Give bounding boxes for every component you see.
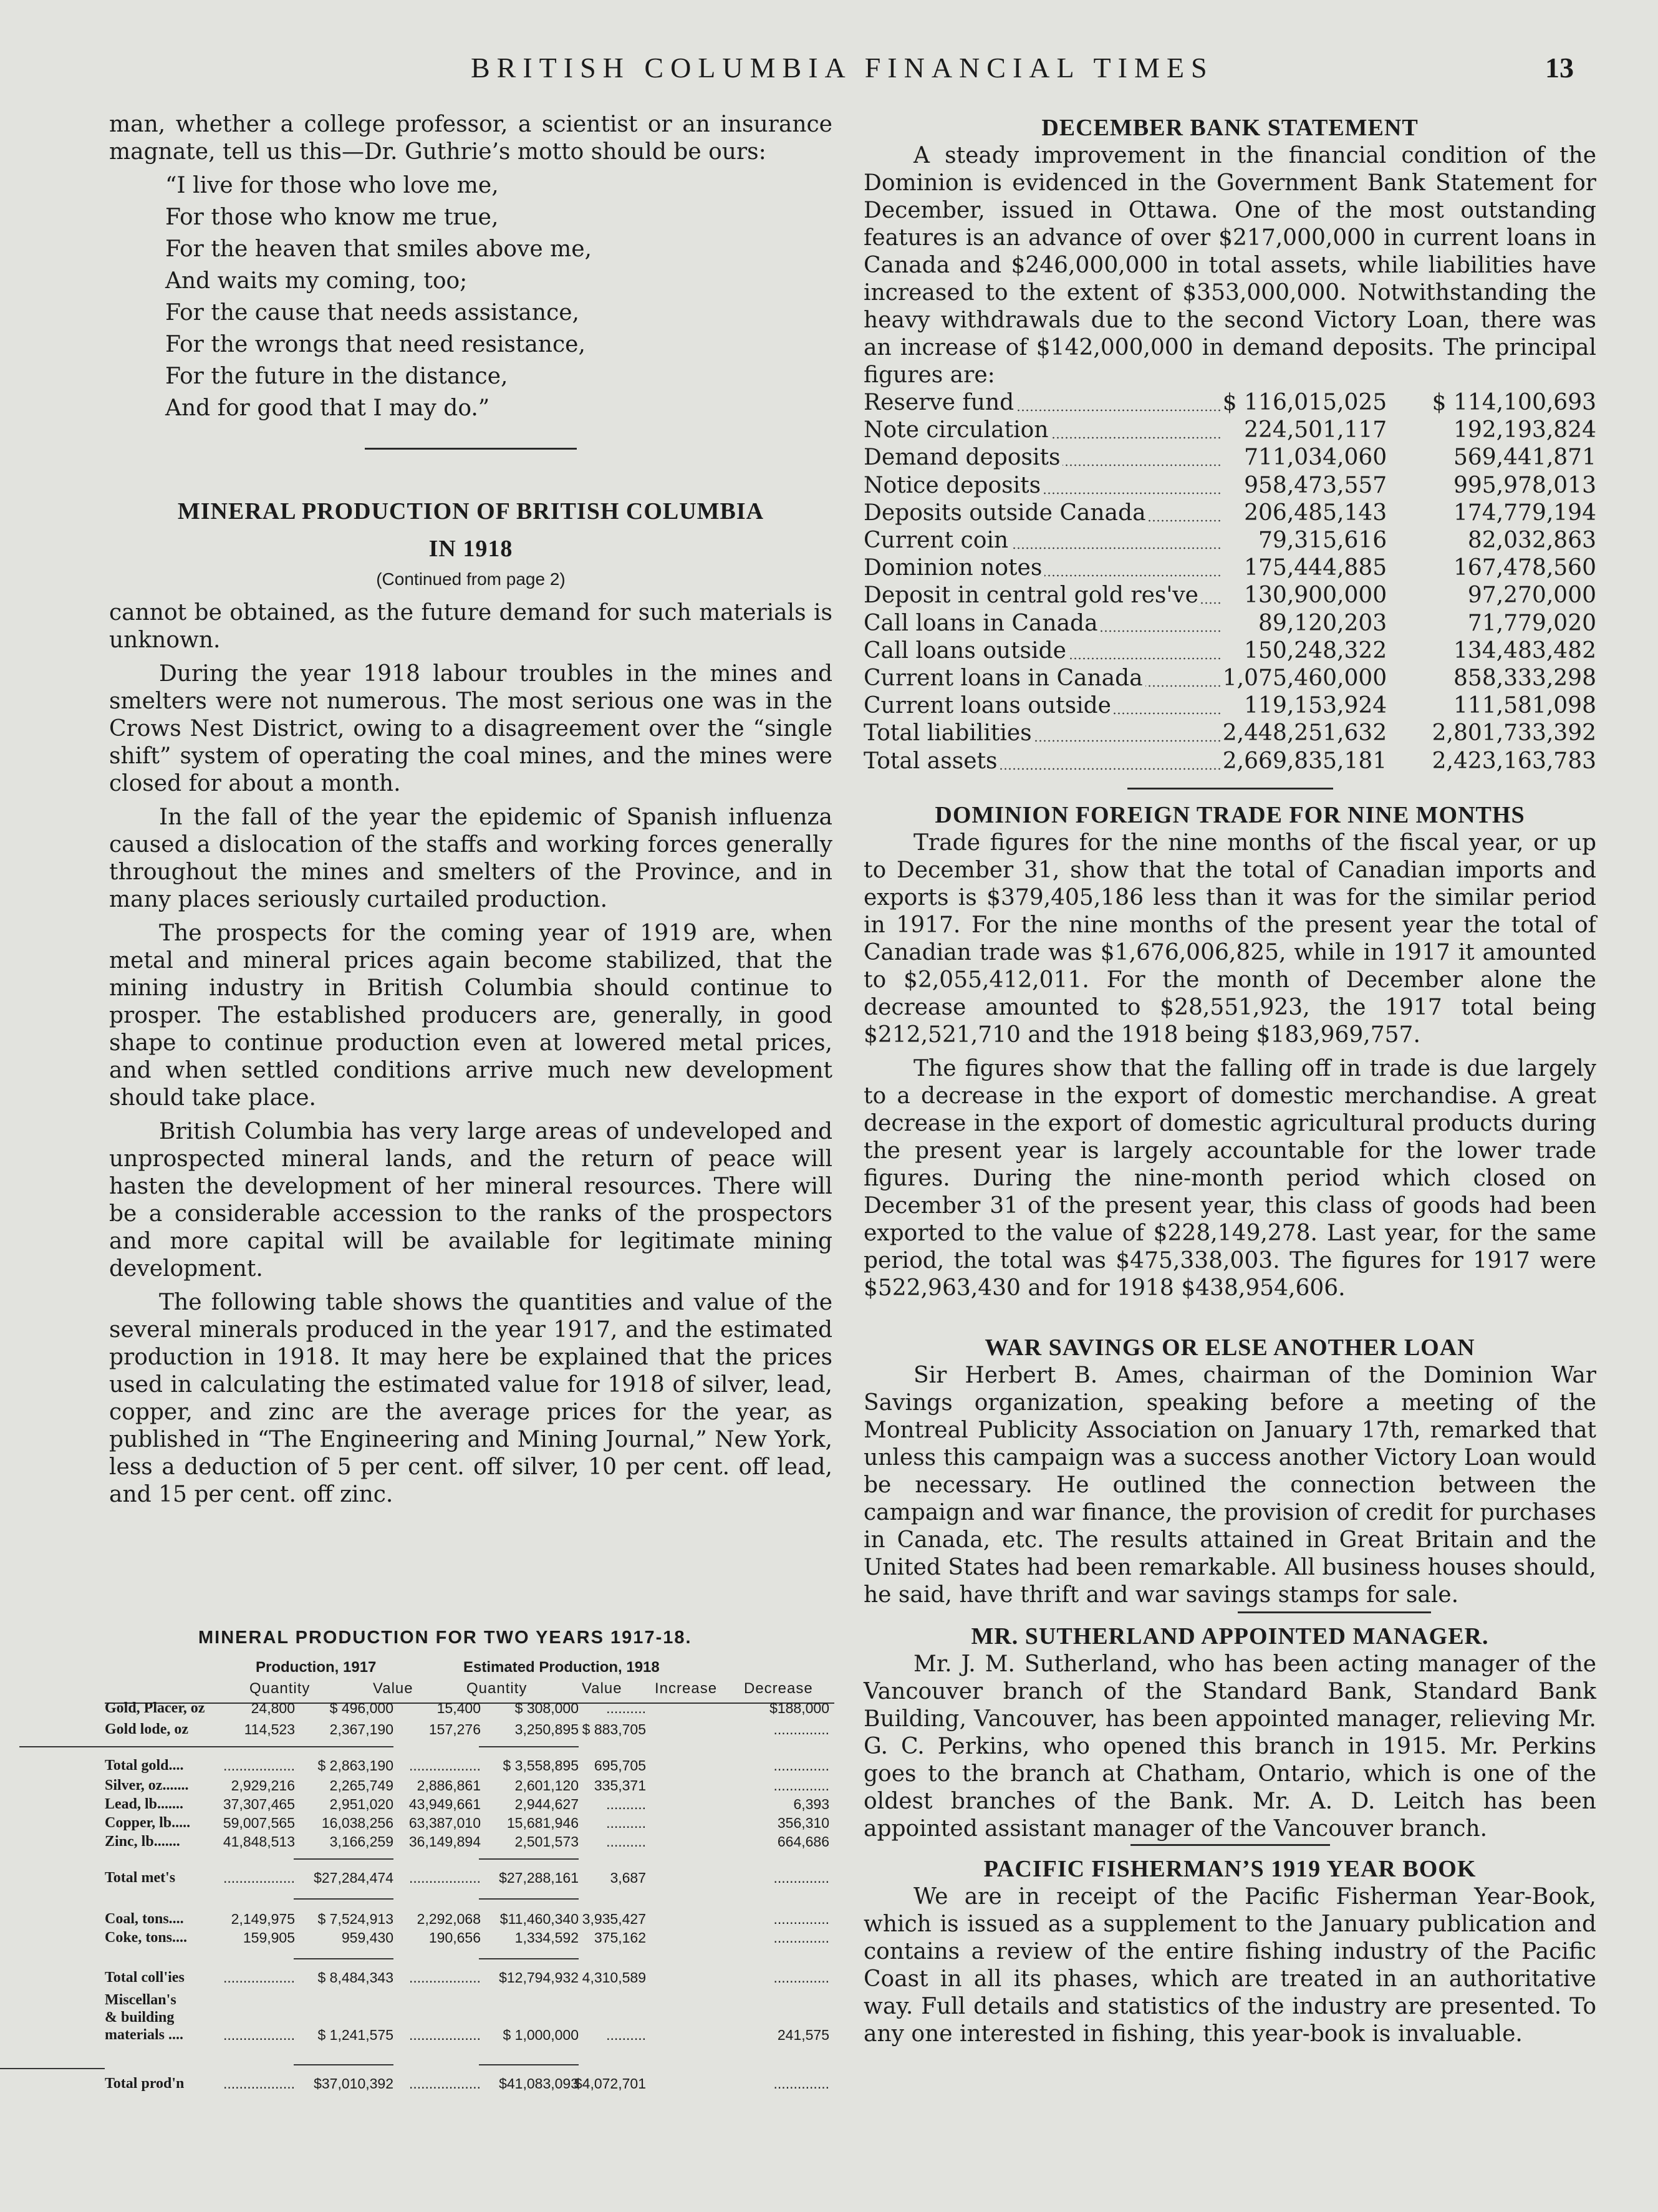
- poem-line: And for good that I may do.”: [165, 395, 490, 421]
- right-column: [864, 113, 1596, 2048]
- bank-figure-1918: $ 116,015,025: [1222, 390, 1387, 415]
- table-row: [105, 1815, 834, 1835]
- cell-dec: ..............: [773, 1721, 829, 1737]
- bank-figure-row: [864, 637, 1596, 665]
- bank-figure-1917: 2,423,163,783: [1432, 748, 1596, 774]
- bank-figure-1917: 192,193,824: [1453, 417, 1596, 443]
- cell-v17: 959,430: [341, 1929, 393, 1946]
- group-header-1918: Estimated Production, 1918: [463, 1659, 660, 1676]
- table-rule: [294, 2064, 393, 2065]
- bank-figure-1917: 569,441,871: [1453, 445, 1596, 471]
- cell-dec: 6,393: [793, 1796, 829, 1812]
- cell-q18: 36,149,894: [408, 1833, 481, 1850]
- cell-v18: 15,681,946: [506, 1815, 579, 1831]
- row-label: Coke, tons....: [105, 1929, 188, 1946]
- bank-figure-label: [864, 665, 1223, 692]
- cell-q17: 24,800: [251, 1700, 295, 1716]
- bank-figure-1918: 224,501,117: [1244, 417, 1387, 443]
- cell-q18: 2,292,068: [417, 1911, 481, 1927]
- cell-q18: 157,276: [428, 1721, 481, 1737]
- cell-inc: ..........: [606, 1833, 646, 1850]
- cell-q17: ..................: [223, 1969, 295, 1986]
- mineral-heading: MINERAL PRODUCTION OF BRITISH COLUMBIA: [177, 498, 764, 524]
- bank-figure-1917: 111,581,098: [1453, 693, 1596, 719]
- cell-q18: ..................: [408, 1969, 481, 1986]
- bank-figure-label: [864, 417, 1223, 444]
- article-paragraph: The following table shows the quantities and value of the several minerals produced in the year 1917, and the estimated production in 1918. It may here be explained that the prices used in calculating the estimated value for 1918 of silver, lead, copper, and zinc are the average prices for the year, as published in “The Engineering and Mining Journal,” New York, less a deduction of 5 per cent. off silver, 10 per cent. off lead, and 15 per cent. off zinc.: [109, 1290, 832, 1507]
- table-row: [105, 1721, 834, 1741]
- bank-figure-row: [864, 610, 1596, 637]
- bank-figure-1918: 958,473,557: [1244, 472, 1387, 498]
- table-rule: [19, 1746, 393, 1747]
- bank-figure-1918: 130,900,000: [1244, 582, 1387, 609]
- cell-q17: 2,929,216: [231, 1777, 295, 1794]
- bank-figures-body: [864, 389, 1596, 775]
- poem-line: “I live for those who love me,: [165, 173, 499, 198]
- bank-figure-row: [864, 665, 1596, 692]
- bank-figure-1918: 175,444,885: [1244, 555, 1387, 581]
- column-header: Value: [373, 1680, 413, 1697]
- row-label: Gold lode, oz: [105, 1721, 189, 1737]
- table-row: [105, 2027, 834, 2047]
- bank-figure-1917: 995,978,013: [1453, 472, 1596, 498]
- cell-dec: ..............: [773, 1870, 829, 1886]
- table-rule: [0, 2068, 105, 2069]
- cell-q18: 2,886,861: [417, 1777, 481, 1794]
- bank-figure-label-text: Call loans outside: [864, 638, 1069, 664]
- bank-figure-1917: 858,333,298: [1453, 665, 1596, 692]
- column-header: Value: [582, 1680, 622, 1697]
- bank-figure-1918: 119,153,924: [1244, 693, 1387, 719]
- row-label: Gold, Placer, oz: [105, 1700, 205, 1716]
- bank-statement-text: A steady improvement in the financial condition of the Dominion is evidenced in the Government Bank Statement for December, issued in Ottawa. One of the most outstanding features is an advance of over $217,000,000 in current loans in Canada and $246,000,000 in total assets, while liabilities have increased to the extent of $353,000,000. Notwithstanding the heavy withdrawals due to the second Victory Loan, there was an increase of $142,000,000 in demand deposits. The principal figures are:: [864, 143, 1596, 388]
- cell-q17: 37,307,465: [223, 1796, 295, 1812]
- article-paragraph: In the fall of the year the epidemic of Spanish influenza caused a dislocation of the staffs and working forces generally throughout the mines and smelters of the Province, and in many places seriously curtailed production.: [109, 804, 832, 912]
- cell-v17: $27,284,474: [314, 1870, 393, 1886]
- table-rule: [479, 1898, 579, 1900]
- cell-q18: ..................: [408, 2075, 481, 2092]
- bank-figure-row: [864, 472, 1596, 500]
- row-label: Total gold....: [105, 1757, 184, 1774]
- bank-figure-label-text: Reserve fund: [864, 390, 1016, 415]
- cell-q18: 15,400: [436, 1700, 481, 1716]
- cell-dec: 241,575: [777, 2027, 829, 2043]
- bank-figure-row: [864, 527, 1596, 554]
- bank-figure-label: [864, 444, 1223, 471]
- column-header: Increase: [655, 1680, 718, 1697]
- article-paragraph: During the year 1918 labour troubles in the mines and smelters were not numerous. The most serious one was in the Crows Nest District, owing to a disagreement over the “single shift” system of operating the coal mines, and the mines were closed for about a month.: [109, 661, 832, 796]
- table-rule: [479, 1858, 579, 1860]
- cell-v17: 16,038,256: [321, 1815, 393, 1831]
- cell-dec: ..............: [773, 1969, 829, 1986]
- fisherman-heading: PACIFIC FISHERMAN’S 1919 YEAR BOOK: [983, 1855, 1477, 1882]
- bank-figure-label-text: Total assets: [864, 748, 1000, 774]
- column-header: Quantity: [466, 1680, 528, 1697]
- section-divider: [1127, 788, 1333, 790]
- bank-figure-label-text: Notice deposits: [864, 473, 1043, 498]
- bank-figure-row: [864, 748, 1596, 775]
- row-label: Lead, lb.......: [105, 1796, 184, 1812]
- cell-inc: ..........: [606, 2027, 646, 2043]
- bank-figure-1918: 206,485,143: [1244, 500, 1387, 526]
- cell-inc: 3,935,427: [582, 1911, 646, 1927]
- row-label: Coal, tons....: [105, 1911, 184, 1927]
- bank-figures-table: [864, 389, 1596, 775]
- bank-figure-label-text: Note circulation: [864, 417, 1051, 443]
- row-label: Miscellan's: [105, 1992, 176, 2008]
- bank-figure-1918: 2,448,251,632: [1222, 720, 1387, 746]
- bank-figure-1918: 89,120,203: [1258, 610, 1387, 636]
- bank-figure-1918: 79,315,616: [1258, 528, 1387, 554]
- bank-figure-1918: 2,669,835,181: [1222, 748, 1387, 774]
- cell-inc: 695,705: [594, 1757, 646, 1774]
- cell-v17: $ 7,524,913: [317, 1911, 393, 1927]
- bank-figure-label-text: Current coin: [864, 528, 1011, 553]
- poem: [165, 170, 832, 424]
- poem-line: For the wrongs that need resistance,: [165, 332, 586, 357]
- cell-v18: 2,601,120: [514, 1777, 579, 1794]
- bank-figure-label: [864, 472, 1223, 500]
- bank-figure-label: [864, 692, 1223, 720]
- bank-figure-row: [864, 720, 1596, 747]
- running-header: [0, 51, 1658, 89]
- bank-figure-label: [864, 637, 1223, 665]
- table-row: [105, 1870, 834, 1890]
- bank-figure-1917: 174,779,194: [1453, 500, 1596, 526]
- war-savings-heading: WAR SAVINGS OR ELSE ANOTHER LOAN: [985, 1334, 1475, 1361]
- cell-inc: $4,072,701: [574, 2075, 646, 2092]
- cell-inc: 3,687: [610, 1870, 646, 1886]
- row-label: Zinc, lb.......: [105, 1833, 180, 1850]
- cell-q17: 59,007,565: [223, 1815, 295, 1831]
- cell-dec: ..............: [773, 1911, 829, 1927]
- bank-figure-label-text: Demand deposits: [864, 445, 1063, 470]
- bank-figure-1917: 71,779,020: [1467, 610, 1596, 636]
- poem-line: And waits my coming, too;: [165, 268, 468, 294]
- table-row: [105, 1969, 834, 1989]
- bank-figure-1917: 167,478,560: [1453, 555, 1596, 581]
- cell-q18: ..................: [408, 1870, 481, 1886]
- poem-line: For the future in the distance,: [165, 364, 508, 389]
- row-label: Total met's: [105, 1870, 176, 1886]
- cell-v18: 2,501,573: [514, 1833, 579, 1850]
- cell-v17: 2,265,749: [329, 1777, 393, 1794]
- bank-figure-row: [864, 389, 1596, 417]
- row-label: & building: [105, 2009, 175, 2026]
- table-rule: [479, 1958, 579, 1959]
- row-label: Total coll'ies: [105, 1969, 185, 1986]
- column-header: Decrease: [744, 1680, 813, 1697]
- sutherland-heading: MR. SUTHERLAND APPOINTED MANAGER.: [971, 1623, 1489, 1649]
- bank-figure-label-text: Dominion notes: [864, 555, 1044, 581]
- cell-v17: $ 8,484,343: [317, 1969, 393, 1986]
- cell-v17: $37,010,392: [314, 2075, 393, 2092]
- bank-figure-label: [864, 554, 1223, 582]
- sutherland-text: Mr. J. M. Sutherland, who has been acting manager of the Vancouver branch of the Standard Bank, Standard Bank Building, Vancouver, has been appointed manager, relieving Mr. G. C. Perkins, who opened this branch in 1915. Mr. Perkins goes to the branch at Chatham, Ontario, which is one of the oldest branches of the Bank. Mr. A. D. Leitch has been appointed assistant manager of the Vancouver branch.: [864, 1651, 1596, 1842]
- bank-figure-label: [864, 500, 1223, 527]
- bank-figure-1917: 134,483,482: [1453, 637, 1596, 664]
- cell-v17: $ 1,241,575: [317, 2027, 393, 2043]
- intro-paragraph: man, whether a college professor, a scientist or an insurance magnate, tell us this—Dr. Guthrie’s motto should be ours:: [109, 112, 832, 165]
- cell-v17: $ 496,000: [329, 1700, 393, 1716]
- cell-v18: $12,794,932: [499, 1969, 579, 1986]
- cell-dec: 356,310: [777, 1815, 829, 1831]
- cell-dec: ..............: [773, 2075, 829, 2092]
- table-row: [105, 1777, 834, 1797]
- cell-v17: $ 2,863,190: [317, 1757, 393, 1774]
- table-rule: [294, 1898, 393, 1900]
- fisherman-text: We are in receipt of the Pacific Fisherman Year-Book, which is issued as a supplement to the January publication and contains a review of the entire fishing industry of the Pacific Coast in all its phases, which are treated in an authoritative way. Full details and statistics of the industry are presented. To any one interested in fishing, this year-book is invaluable.: [864, 1883, 1596, 2047]
- trade-paragraph: Trade figures for the nine months of the fiscal year, or up to December 31, show that the total of Canadian imports and exports is $379,405,186 less than it was for the similar period in 1917. For the nine months of the present year the total of Canadian trade was $1,676,006,825, while in 1917 it amounted to $2,055,412,011. For the month of December alone the decrease amounted to $28,551,923, the 1917 total being $212,521,710 and the 1918 being $183,969,757.: [864, 829, 1596, 1048]
- bank-figure-1918: 150,248,322: [1244, 637, 1387, 664]
- cell-inc: ..........: [606, 1700, 646, 1716]
- cell-q17: 41,848,513: [223, 1833, 295, 1850]
- table-rule: [479, 2064, 579, 2065]
- cell-inc: $ 883,705: [582, 1721, 646, 1737]
- cell-v17: 3,166,259: [329, 1833, 393, 1850]
- bank-figure-row: [864, 692, 1596, 720]
- cell-q17: ..................: [223, 2075, 295, 2092]
- publication-title: BRITISH COLUMBIA FINANCIAL TIMES: [471, 52, 1214, 84]
- table-title: MINERAL PRODUCTION FOR TWO YEARS 1917-18.: [198, 1628, 692, 1648]
- cell-q17: ..................: [223, 1870, 295, 1886]
- table-row: [105, 1700, 834, 1720]
- bank-statement-heading: DECEMBER BANK STATEMENT: [1041, 115, 1419, 141]
- bank-figure-1917: 82,032,863: [1467, 528, 1596, 554]
- row-label: Copper, lb.....: [105, 1815, 191, 1831]
- table-rule: [294, 1858, 393, 1860]
- cell-inc: 375,162: [594, 1929, 646, 1946]
- article-paragraph: cannot be obtained, as the future demand for such materials is unknown.: [109, 600, 832, 653]
- row-label: materials ....: [105, 2027, 183, 2043]
- bank-figure-row: [864, 444, 1596, 471]
- table-row: [105, 1911, 834, 1931]
- bank-figure-1917: 2,801,733,392: [1432, 720, 1596, 746]
- cell-inc: 4,310,589: [582, 1969, 646, 1986]
- left-column: [109, 111, 832, 1509]
- cell-v17: 2,367,190: [329, 1721, 393, 1737]
- cell-dec: ..............: [773, 1929, 829, 1946]
- cell-q18: 190,656: [428, 1929, 481, 1946]
- cell-dec: 664,686: [777, 1833, 829, 1850]
- poem-line: For those who know me true,: [165, 205, 499, 230]
- group-header-1917: Production, 1917: [256, 1659, 377, 1676]
- bank-figure-label: [864, 720, 1223, 747]
- table-row: [105, 1929, 834, 1949]
- cell-inc: 335,371: [594, 1777, 646, 1794]
- column-header: Quantity: [249, 1680, 311, 1697]
- cell-q18: 43,949,661: [408, 1796, 481, 1812]
- bank-figure-label: [864, 610, 1223, 637]
- continued-note: (Continued from page 2): [376, 569, 566, 589]
- cell-dec: ..............: [773, 1777, 829, 1794]
- bank-figure-1917: 97,270,000: [1467, 582, 1596, 609]
- bank-figure-label-text: Current loans outside: [864, 693, 1114, 718]
- table-row: [105, 1833, 834, 1853]
- bank-figure-1917: $ 114,100,693: [1432, 390, 1596, 415]
- cell-v18: 1,334,592: [514, 1929, 579, 1946]
- table-rule: [479, 1746, 579, 1747]
- trade-heading: DOMINION FOREIGN TRADE FOR NINE MONTHS: [935, 801, 1525, 828]
- cell-v18: $ 1,000,000: [503, 2027, 579, 2043]
- bank-figure-row: [864, 500, 1596, 527]
- section-divider: [1130, 1844, 1330, 1846]
- war-savings-text: Sir Herbert B. Ames, chairman of the Dominion War Savings organization, speaking before a meeting of the Montreal Publicity Association on January 17th, remarked that unless this campaign was a success another Victory Loan would be necessary. He outlined the connection between the campaign and war finance, the provision of credit for purchases in Canada, etc. The results attained in Great Britain and the United States had been remarkable. All business houses should, he said, have thrift and war savings stamps for sale.: [864, 1362, 1596, 1608]
- trade-paragraph: The figures show that the falling off in trade is due largely to a decrease in the export of domestic merchandise. A great decrease in the export of domestic agricultural products during the present year is largely accountable for the lower trade figures. During the nine-month period which closed on December 31 of the present year, this class of goods had been exported to the value of $228,149,278. Last year, for the same period, the total was $475,338,003. The figures for 1917 were $522,963,430 and for 1918 $438,954,606.: [864, 1055, 1596, 1301]
- row-label: Silver, oz.......: [105, 1777, 189, 1794]
- cell-q17: 114,523: [244, 1721, 295, 1737]
- cell-q17: 2,149,975: [231, 1911, 295, 1927]
- cell-v18: $41,083,093: [499, 2075, 579, 2092]
- bank-figure-label-text: Call loans in Canada: [864, 611, 1101, 636]
- poem-line: For the heaven that smiles above me,: [165, 236, 592, 262]
- bank-figure-row: [864, 554, 1596, 582]
- page-number: 13: [1545, 52, 1574, 84]
- bank-figure-1918: 711,034,060: [1244, 445, 1387, 471]
- bank-figure-row: [864, 582, 1596, 609]
- mineral-heading-year: IN 1918: [428, 536, 513, 562]
- row-label: Total prod'n: [105, 2075, 185, 2092]
- bank-figure-label: [864, 582, 1223, 609]
- bank-figure-1918: 1,075,460,000: [1222, 665, 1387, 692]
- cell-v18: 3,250,895: [514, 1721, 579, 1737]
- cell-q18: ..................: [408, 2027, 481, 2043]
- cell-v18: $ 3,558,895: [503, 1757, 579, 1774]
- bank-figure-row: [864, 417, 1596, 444]
- section-divider: [1238, 1611, 1431, 1613]
- bank-figure-label: [864, 748, 1223, 775]
- cell-v18: $ 308,000: [514, 1700, 579, 1716]
- cell-q17: 159,905: [243, 1929, 295, 1946]
- bank-figure-label: [864, 527, 1223, 554]
- bank-figure-label-text: Current loans in Canada: [864, 665, 1145, 691]
- cell-inc: ..........: [606, 1815, 646, 1831]
- cell-q18: ..................: [408, 1757, 481, 1774]
- cell-q18: 63,387,010: [408, 1815, 481, 1831]
- cell-v18: $11,460,340: [499, 1911, 579, 1927]
- bank-figure-label: [864, 389, 1223, 417]
- bank-figure-label-text: Deposit in central gold res've: [864, 582, 1201, 608]
- cell-v18: 2,944,627: [514, 1796, 579, 1812]
- cell-q17: ..................: [223, 1757, 295, 1774]
- cell-dec: $188,000: [769, 1700, 829, 1716]
- cell-dec: ..............: [773, 1757, 829, 1774]
- cell-v18: $27,288,161: [499, 1870, 579, 1886]
- table-row: [105, 2075, 834, 2095]
- article-paragraph: The prospects for the coming year of 1919 are, when metal and mineral prices again become stabilized, that the mining industry in British Columbia should continue to prosper. The established producers are, generally, in good shape to continue production even at lowered metal prices, and when settled conditions arrive much new development should take place.: [109, 920, 832, 1111]
- table-row: [105, 1757, 834, 1777]
- cell-q17: ..................: [223, 2027, 295, 2043]
- table-rule: [294, 1958, 393, 1959]
- bank-figure-label-text: Total liabilities: [864, 720, 1034, 746]
- cell-inc: ..........: [606, 1796, 646, 1812]
- article-paragraph: British Columbia has very large areas of undeveloped and unprospected mineral lands, and the return of peace will hasten the development of her mineral resources. There will be a considerable accession to the ranks of the prospectors and more capital will be available for legitimate mining development.: [109, 1119, 832, 1282]
- table-row: [105, 1796, 834, 1816]
- cell-v17: 2,951,020: [329, 1796, 393, 1812]
- bank-figure-label-text: Deposits outside Canada: [864, 500, 1149, 526]
- poem-line: For the cause that needs assistance,: [165, 300, 579, 326]
